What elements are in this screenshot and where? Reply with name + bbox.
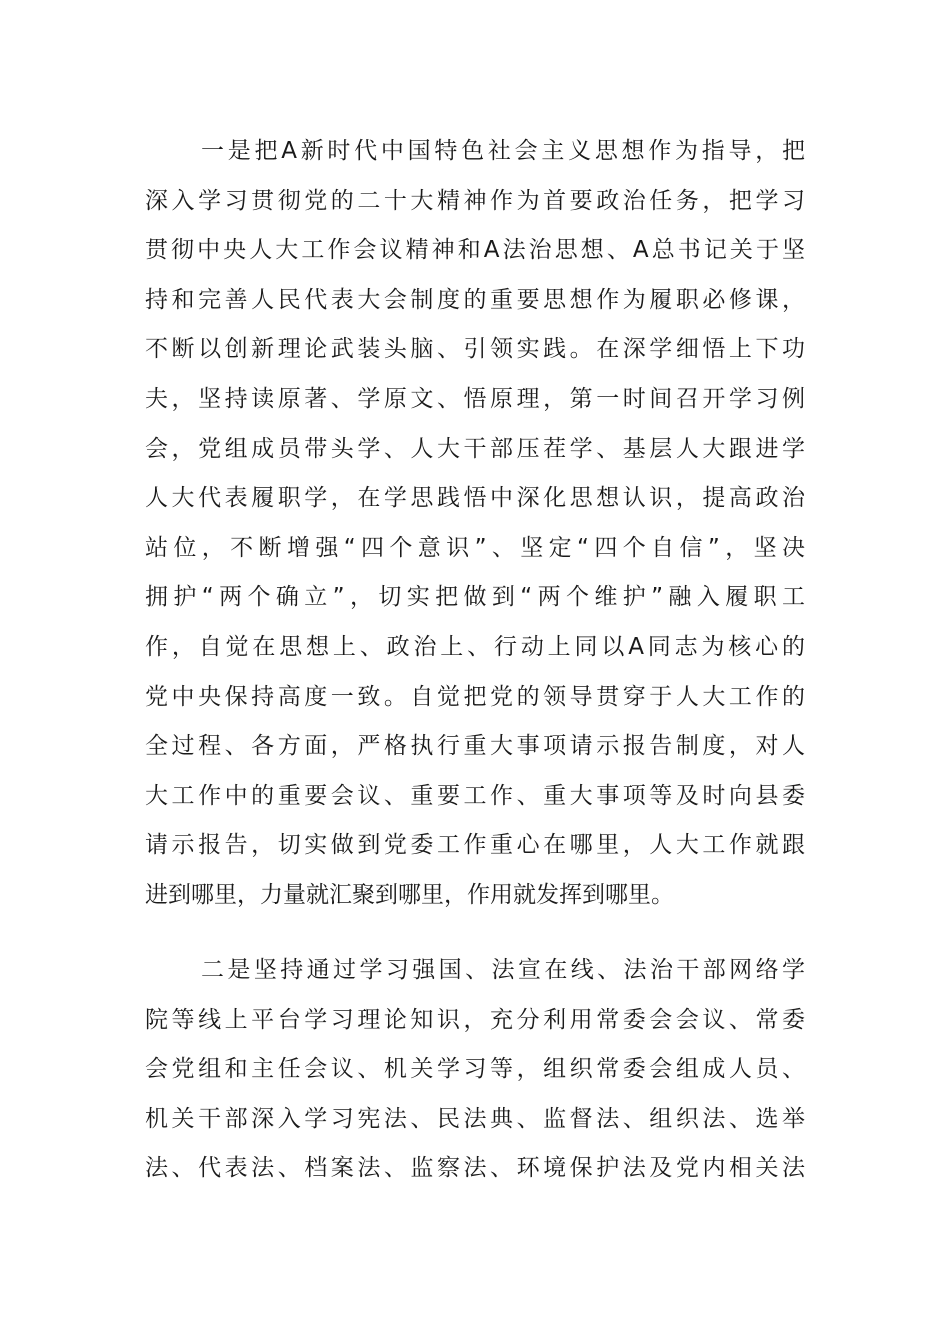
paragraph-line: 深入学习贯彻党的二十大精神作为首要政治任务，把学习 [145, 187, 805, 214]
paragraph-line: 会，党组成员带头学、人大干部压茬学、基层人大跟进学 [145, 435, 805, 462]
paragraph-line: 进到哪里，力量就汇聚到哪里，作用就发挥到哪里。 [145, 881, 674, 908]
paragraph-line: 拥护“两个确立”，切实把做到“两个维护”融入履职工 [145, 584, 805, 611]
paragraph-line: 二是坚持通过学习强国、法宣在线、法治干部网络学 [201, 957, 805, 983]
paragraph-1 [145, 127, 805, 921]
paragraph-line: 院等线上平台学习理论知识，充分利用常委会会议、常委 [145, 1006, 805, 1033]
paragraph-line: 持和完善人民代表大会制度的重要思想作为履职必修课， [145, 286, 805, 313]
paragraph-2 [145, 946, 805, 1194]
paragraph-line: 站位，不断增强“四个意识”、坚定“四个自信”，坚决 [145, 534, 805, 561]
paragraph-line: 请示报告，切实做到党委工作重心在哪里，人大工作就跟 [145, 832, 805, 859]
paragraph-line: 全过程、各方面，严格执行重大事项请示报告制度，对人 [145, 733, 805, 760]
paragraph-line: 人大代表履职学，在学思践悟中深化思想认识，提高政治 [145, 485, 805, 512]
paragraph-line: 一是把A新时代中国特色社会主义思想作为指导，把 [201, 138, 805, 164]
paragraph-line: 机关干部深入学习宪法、民法典、监督法、组织法、选举 [145, 1105, 805, 1132]
paragraph-line: 大工作中的重要会议、重要工作、重大事项等及时向县委 [145, 782, 805, 809]
paragraph-line: 党中央保持高度一致。自觉把党的领导贯穿于人大工作的 [145, 683, 805, 710]
paragraph-line: 法、代表法、档案法、监察法、环境保护法及党内相关法 [145, 1155, 805, 1182]
paragraph-line: 会党组和主任会议、机关学习等，组织常委会组成人员、 [145, 1056, 805, 1083]
paragraph-line: 贯彻中央人大工作会议精神和A法治思想、A总书记关于坚 [145, 237, 805, 264]
paragraph-line: 不断以创新理论武装头脑、引领实践。在深学细悟上下功 [145, 336, 805, 363]
paragraph-line: 作，自觉在思想上、政治上、行动上同以A同志为核心的 [145, 633, 805, 660]
paragraph-line: 夫，坚持读原著、学原文、悟原理，第一时间召开学习例 [145, 385, 805, 412]
